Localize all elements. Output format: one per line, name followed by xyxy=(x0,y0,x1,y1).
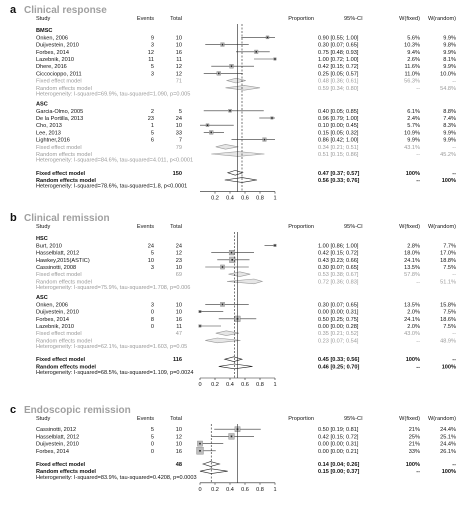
header-wrandom: W(random) xyxy=(428,224,456,230)
study-wrandom: 9.9% xyxy=(443,35,456,42)
study-name: Dhere, 2016 xyxy=(36,64,67,71)
x-axis-tick-label: 0.2 xyxy=(211,382,219,388)
summary-ci: 0.53 [0.38; 0.67] xyxy=(318,272,359,279)
study-wfixed: 21% xyxy=(408,441,420,448)
x-axis-tick-label: 0.4 xyxy=(226,486,234,493)
x-axis-tick-label: 0.6 xyxy=(241,195,249,202)
summary-wrandom: -- xyxy=(452,331,456,338)
summary-ci: 0.35 [0.21; 0.52] xyxy=(318,331,359,338)
summary-wrandom: 48.9% xyxy=(440,338,456,345)
study-wfixed: 21% xyxy=(408,427,420,434)
study-events: 1 xyxy=(150,123,154,130)
header-wfixed: W(fixed) xyxy=(399,224,420,230)
study-wrandom: 15.8% xyxy=(440,302,456,309)
study-wrandom: 9.9% xyxy=(443,49,456,56)
summary-label: Fixed effect model xyxy=(36,272,82,279)
study-wrandom: 7.4% xyxy=(443,116,456,122)
study-wfixed: 2.6% xyxy=(407,57,420,63)
study-ci: 0.00 [0.00; 0.31] xyxy=(318,441,359,448)
header-events: Events xyxy=(136,16,154,22)
study-wrandom: 9.9% xyxy=(443,64,456,71)
study-ci: 0.50 [0.19; 0.81] xyxy=(318,427,359,434)
study-name: Burt, 2010 xyxy=(36,243,62,250)
study-total: 12 xyxy=(175,434,182,441)
study-name: Ciccocioppo, 2011 xyxy=(36,71,82,78)
study-name: Cassinotti, 2008 xyxy=(36,265,77,271)
summary-ci: 0.56 [0.33; 0.76] xyxy=(318,178,360,184)
x-axis-tick-label: 0.2 xyxy=(211,195,219,202)
study-wfixed: 18.0% xyxy=(404,250,420,257)
study-wrandom: 24.4% xyxy=(440,441,456,448)
summary-label: Random effects model xyxy=(36,152,92,158)
study-point xyxy=(264,139,266,141)
summary-ci: 0.23 [0.07; 0.54] xyxy=(318,338,359,345)
summary-wfixed: -- xyxy=(416,152,420,158)
summary-diamond xyxy=(227,279,262,284)
study-wrandom: 8.3% xyxy=(443,123,456,130)
summary-diamond xyxy=(228,170,243,175)
study-point xyxy=(222,44,224,46)
study-name: Forbes, 2014 xyxy=(36,49,69,56)
header-proportion: Proportion xyxy=(288,224,314,230)
header-ci: 95%-CI xyxy=(344,16,363,22)
study-wrandom: 7.5% xyxy=(443,265,456,271)
summary-wrandom: 100% xyxy=(441,178,456,184)
panel-letter: a xyxy=(10,4,17,16)
panel-letter: c xyxy=(10,404,17,416)
study-name: Duijvestein, 2010 xyxy=(36,42,79,49)
study-wrandom: 18.6% xyxy=(440,316,456,323)
study-point xyxy=(218,73,220,75)
study-events: 11 xyxy=(148,57,154,63)
study-name: Onken, 2006 xyxy=(36,35,69,42)
study-wfixed: 2.0% xyxy=(407,309,420,316)
study-wrandom: 17.0% xyxy=(440,250,456,257)
subgroup-name: HSC xyxy=(36,236,48,243)
study-point xyxy=(274,58,276,60)
x-axis-tick-label: 0 xyxy=(198,486,202,493)
summary-wfixed: 57.8% xyxy=(404,272,420,279)
header-total: Total xyxy=(170,416,182,422)
summary-diamond xyxy=(227,78,246,83)
study-point xyxy=(199,325,201,327)
study-wrandom: 8.1% xyxy=(443,57,456,63)
study-total: 10 xyxy=(175,427,182,434)
study-wrandom: 9.8% xyxy=(443,42,456,49)
study-wrandom: 18.8% xyxy=(440,257,456,264)
study-point xyxy=(267,37,269,39)
x-axis-tick-label: 0.4 xyxy=(226,382,234,388)
study-wrandom: 9.9% xyxy=(443,130,456,137)
subgroup-name: ASC xyxy=(36,295,48,302)
summary-wfixed: -- xyxy=(416,178,420,184)
summary-wfixed: -- xyxy=(416,469,420,476)
summary-label: Random effects model xyxy=(36,469,96,476)
heterogeneity-text: Heterogeneity: I-squared=62.1%, tau-squared=1.603, p=0.05 xyxy=(36,344,188,350)
study-total: 12 xyxy=(175,64,182,71)
summary-diamond xyxy=(226,85,261,90)
study-name: Onken, 2006 xyxy=(36,302,69,309)
summary-wrandom: 100% xyxy=(441,469,456,476)
study-wfixed: 2.8% xyxy=(407,243,420,250)
summary-wfixed: 56.3% xyxy=(404,78,420,85)
summary-wrandom: -- xyxy=(452,357,456,364)
study-name: Hasselblatt, 2012 xyxy=(36,250,80,257)
study-ci: 0.40 [0.05; 0.85] xyxy=(318,108,359,115)
x-axis-tick-label: 1 xyxy=(273,195,277,202)
summary-total: 71 xyxy=(175,78,182,85)
panel-title: Endoscopic remission xyxy=(24,405,131,416)
study-point xyxy=(271,117,273,119)
study-ci: 0.00 [0.00; 0.21] xyxy=(318,448,359,455)
study-wrandom: 7.5% xyxy=(443,324,456,330)
study-events: 9 xyxy=(150,35,154,42)
summary-label: Random effects model xyxy=(36,364,96,371)
study-events: 0 xyxy=(150,324,154,330)
study-events: 3 xyxy=(150,265,154,271)
x-axis-tick-label: 0 xyxy=(198,382,202,388)
study-wrandom: 7.7% xyxy=(443,243,456,250)
study-wfixed: 11.6% xyxy=(404,64,420,71)
overall-heterogeneity: Heterogeneity: I-squared=68.5%, tau-squared=1.109, p=0.0024 xyxy=(36,370,194,376)
summary-diamond xyxy=(211,152,264,157)
study-wrandom: 8.8% xyxy=(443,108,456,115)
overall-heterogeneity: Heterogeneity: I-squared=83.9%, tau-squared=0.4208, p=0.0003 xyxy=(36,474,197,481)
study-point xyxy=(207,124,209,126)
study-wfixed: 25% xyxy=(408,434,420,441)
study-name: Forbes, 2014 xyxy=(36,448,69,455)
study-events: 24 xyxy=(147,243,154,250)
study-total: 11 xyxy=(176,57,182,63)
study-point xyxy=(199,450,201,452)
summary-label: Random effects model xyxy=(36,85,92,92)
summary-diamond xyxy=(225,178,257,183)
summary-ci: 0.72 [0.36; 0.83] xyxy=(318,279,359,286)
study-ci: 1.00 [0.72; 1.00] xyxy=(318,57,359,63)
study-wfixed: 11.0% xyxy=(404,71,420,78)
x-axis-tick-label: 1 xyxy=(273,382,277,388)
heterogeneity-text: Heterogeneity: I-squared=69.9%, tau-squared=1.090, p=0.005 xyxy=(36,91,191,98)
study-ci: 0.86 [0.42; 1.00] xyxy=(318,137,359,144)
summary-wrandom: 51.1% xyxy=(440,279,456,286)
panel-title: Clinical response xyxy=(24,5,107,16)
study-events: 3 xyxy=(150,302,154,309)
header-study: Study xyxy=(36,224,51,230)
study-ci: 0.42 [0.15; 0.72] xyxy=(318,250,359,257)
study-events: 0 xyxy=(150,441,154,448)
summary-ci: 0.45 [0.33; 0.56] xyxy=(318,357,360,364)
study-name: Lightner,2016 xyxy=(36,137,70,144)
summary-ci: 0.48 [0.36; 0.61] xyxy=(318,78,359,85)
study-total: 10 xyxy=(175,441,182,448)
study-events: 3 xyxy=(150,42,154,49)
study-events: 0 xyxy=(150,309,154,316)
x-axis-tick-label: 0.6 xyxy=(241,486,249,493)
summary-total: 69 xyxy=(175,272,182,279)
study-ci: 0.42 [0.15; 0.72] xyxy=(318,64,359,71)
header-proportion: Proportion xyxy=(288,16,314,22)
study-ci: 0.42 [0.15; 0.72] xyxy=(318,434,359,441)
study-wfixed: 13.5% xyxy=(404,302,420,309)
study-events: 10 xyxy=(147,257,154,264)
study-total: 16 xyxy=(175,316,182,323)
summary-wfixed: -- xyxy=(416,279,420,286)
study-total: 10 xyxy=(175,123,182,130)
study-ci: 0.50 [0.25; 0.75] xyxy=(318,316,359,323)
x-axis-tick-label: 0.4 xyxy=(226,195,234,202)
summary-diamond xyxy=(216,331,239,336)
study-events: 5 xyxy=(150,250,154,257)
study-events: 5 xyxy=(150,130,154,137)
header-wfixed: W(fixed) xyxy=(399,416,420,422)
summary-wfixed: 100% xyxy=(405,357,420,364)
study-name: Forbes, 2014 xyxy=(36,316,69,323)
study-name: Hawkey,2015(ASTIC) xyxy=(36,257,90,264)
study-name: De la Portilla, 2013 xyxy=(36,116,84,122)
study-total: 10 xyxy=(175,309,182,316)
summary-label: Fixed effect model xyxy=(36,144,82,151)
study-ci: 0.00 [0.00; 0.28] xyxy=(318,324,359,330)
summary-ci: 0.51 [0.15; 0.86] xyxy=(318,152,359,158)
summary-ci: 0.47 [0.37; 0.57] xyxy=(318,170,360,177)
study-wfixed: 2.0% xyxy=(407,324,420,330)
study-point xyxy=(231,436,233,438)
study-wrandom: 10.0% xyxy=(440,71,456,78)
study-ci: 0.30 [0.07; 0.65] xyxy=(318,265,359,271)
study-name: Lee, 2013 xyxy=(36,130,61,137)
study-point xyxy=(210,132,212,134)
summary-wrandom: 54.8% xyxy=(440,85,456,92)
study-wfixed: 10.9% xyxy=(404,130,420,137)
study-point xyxy=(199,443,201,445)
heterogeneity-text: Heterogeneity: I-squared=84.6%, tau-squared=4.011, p<0.0001 xyxy=(36,157,194,164)
x-axis-tick-label: 0.8 xyxy=(256,486,264,493)
study-total: 12 xyxy=(175,71,182,78)
summary-ci: 0.59 [0.34; 0.80] xyxy=(318,85,359,92)
study-wfixed: 5.7% xyxy=(407,123,420,130)
panel-letter: b xyxy=(10,212,17,224)
subgroup-name: BMSC xyxy=(36,28,53,35)
summary-total: 150 xyxy=(172,170,182,177)
study-events: 6 xyxy=(150,137,154,144)
summary-wfixed: 100% xyxy=(405,462,420,468)
x-axis-tick-label: 0.8 xyxy=(256,195,264,202)
study-total: 12 xyxy=(175,250,182,257)
header-wfixed: W(fixed) xyxy=(399,16,420,22)
header-ci: 95%-CI xyxy=(344,224,363,230)
panel-title: Clinical remission xyxy=(24,213,110,224)
summary-label: Random effects model xyxy=(36,338,92,345)
study-ci: 1.00 [0.86; 1.00] xyxy=(318,243,359,250)
study-wfixed: 2.4% xyxy=(407,116,420,122)
summary-total: 79 xyxy=(175,144,182,151)
study-wrandom: 7.5% xyxy=(443,309,456,316)
study-ci: 0.00 [0.00; 0.31] xyxy=(318,309,359,316)
study-wrandom: 24.4% xyxy=(440,427,456,434)
study-name: Lazebnik, 2010 xyxy=(36,57,74,63)
x-axis-tick-label: 0.2 xyxy=(211,486,219,493)
study-ci: 0.25 [0.05; 0.57] xyxy=(318,71,359,78)
study-total: 23 xyxy=(175,257,182,264)
summary-diamond xyxy=(216,144,239,149)
study-point xyxy=(274,245,276,247)
summary-label: Fixed effect model xyxy=(36,170,86,177)
study-wfixed: 24.1% xyxy=(404,316,420,323)
study-name: Lazebnik, 2010 xyxy=(36,324,74,330)
study-total: 5 xyxy=(178,108,182,115)
summary-diamond xyxy=(219,364,253,369)
study-events: 12 xyxy=(147,49,154,56)
summary-wfixed: 100% xyxy=(405,170,420,177)
x-axis-tick-label: 0.6 xyxy=(241,382,249,388)
header-study: Study xyxy=(36,416,51,422)
header-wrandom: W(random) xyxy=(428,16,456,22)
summary-total: 116 xyxy=(172,357,182,364)
study-wrandom: 25.1% xyxy=(440,434,456,441)
study-total: 10 xyxy=(175,265,182,271)
header-wrandom: W(random) xyxy=(428,416,456,422)
study-events: 3 xyxy=(150,71,154,78)
study-ci: 0.15 [0.05; 0.32] xyxy=(318,130,359,137)
study-events: 8 xyxy=(150,316,154,323)
study-total: 10 xyxy=(175,302,182,309)
study-ci: 0.30 [0.07; 0.65] xyxy=(318,302,359,309)
study-events: 23 xyxy=(147,116,154,122)
overall-heterogeneity: Heterogeneity: I-squared=78.6%, tau-squared=1.8, p<0.0001 xyxy=(36,183,188,190)
summary-ci: 0.15 [0.00; 0.37] xyxy=(318,469,360,476)
summary-diamond xyxy=(205,338,240,343)
summary-wfixed: 43.1% xyxy=(404,144,420,151)
summary-wfixed: -- xyxy=(416,85,420,92)
study-name: Hasselblatt, 2012 xyxy=(36,434,80,441)
summary-wrandom: -- xyxy=(452,462,456,468)
header-proportion: Proportion xyxy=(288,416,314,422)
study-wfixed: 9.4% xyxy=(407,49,420,56)
summary-wrandom: -- xyxy=(452,144,456,151)
summary-wrandom: -- xyxy=(452,78,456,85)
heterogeneity-text: Heterogeneity: I-squared=75.9%, tau-squared=1.708, p=0.006 xyxy=(36,285,191,291)
header-total: Total xyxy=(170,224,182,230)
study-total: 16 xyxy=(175,448,182,455)
study-total: 10 xyxy=(175,42,182,49)
study-wfixed: 13.5% xyxy=(404,265,420,271)
study-events: 2 xyxy=(150,108,154,115)
summary-diamond xyxy=(225,357,242,362)
study-name: Cassinotti, 2012 xyxy=(36,427,77,434)
header-events: Events xyxy=(136,416,154,422)
study-events: 0 xyxy=(150,448,154,455)
summary-ci: 0.14 [0.04; 0.26] xyxy=(318,462,360,468)
summary-label: Random effects model xyxy=(36,178,96,184)
study-ci: 0.30 [0.07; 0.65] xyxy=(318,42,359,49)
study-name: Duijvestein, 2010 xyxy=(36,309,79,316)
study-wrandom: 26.1% xyxy=(440,448,456,455)
subgroup-name: ASC xyxy=(36,101,48,108)
summary-total: 47 xyxy=(175,331,182,338)
study-point xyxy=(231,252,233,254)
study-total: 16 xyxy=(175,49,182,56)
summary-label: Fixed effect model xyxy=(36,78,82,85)
study-total: 33 xyxy=(175,130,182,137)
study-total: 24 xyxy=(175,243,182,250)
study-events: 5 xyxy=(150,427,154,434)
summary-ci: 0.46 [0.25; 0.70] xyxy=(318,364,360,371)
study-point xyxy=(222,266,224,268)
study-wfixed: 10.3% xyxy=(404,42,420,49)
study-total: 11 xyxy=(176,324,182,330)
study-name: Duijvestein, 2010 xyxy=(36,441,79,448)
summary-label: Fixed effect model xyxy=(36,331,82,338)
summary-diamond xyxy=(229,272,251,277)
summary-total: 48 xyxy=(175,462,182,468)
header-events: Events xyxy=(136,224,154,230)
summary-wrandom: -- xyxy=(452,170,456,177)
study-ci: 0.75 [0.48; 0.93] xyxy=(318,49,359,56)
study-wfixed: 5.6% xyxy=(407,35,420,42)
study-total: 7 xyxy=(178,137,182,144)
study-wfixed: 24.1% xyxy=(404,257,420,264)
study-ci: 0.96 [0.79; 1.00] xyxy=(318,116,359,122)
summary-wrandom: 45.2% xyxy=(440,152,456,158)
study-wfixed: 33% xyxy=(408,448,420,455)
study-total: 10 xyxy=(175,35,182,42)
study-name: Cho, 2013 xyxy=(36,123,62,130)
header-ci: 95%-CI xyxy=(344,416,363,422)
header-study: Study xyxy=(36,16,51,22)
study-total: 24 xyxy=(175,116,182,122)
header-total: Total xyxy=(170,16,182,22)
study-point xyxy=(255,51,257,53)
study-ci: 0.43 [0.23; 0.66] xyxy=(318,257,359,264)
study-name: Garcia-Olmo, 2005 xyxy=(36,108,84,115)
study-ci: 0.90 [0.55; 1.00] xyxy=(318,35,359,42)
summary-wfixed: -- xyxy=(416,338,420,345)
study-ci: 0.10 [0.00; 0.45] xyxy=(318,123,359,130)
summary-label: Fixed effect model xyxy=(36,357,86,364)
summary-ci: 0.34 [0.21; 0.51] xyxy=(318,144,359,151)
study-events: 5 xyxy=(150,64,154,71)
study-wfixed: 9.9% xyxy=(407,137,420,144)
summary-wfixed: -- xyxy=(416,364,420,371)
summary-wrandom: -- xyxy=(452,272,456,279)
study-wfixed: 6.1% xyxy=(407,108,420,115)
summary-wfixed: 43.0% xyxy=(404,331,420,338)
summary-label: Random effects model xyxy=(36,279,92,286)
x-axis-tick-label: 1 xyxy=(273,486,277,493)
study-events: 5 xyxy=(150,434,154,441)
study-point xyxy=(231,65,233,67)
x-axis-tick-label: 0.8 xyxy=(256,382,264,388)
study-point xyxy=(199,311,201,313)
summary-wrandom: 100% xyxy=(441,364,456,371)
study-point xyxy=(222,304,224,306)
summary-diamond xyxy=(200,469,228,474)
study-point xyxy=(229,110,231,112)
summary-label: Fixed effect model xyxy=(36,462,86,468)
study-point xyxy=(231,259,233,261)
study-wrandom: 9.9% xyxy=(443,137,456,144)
